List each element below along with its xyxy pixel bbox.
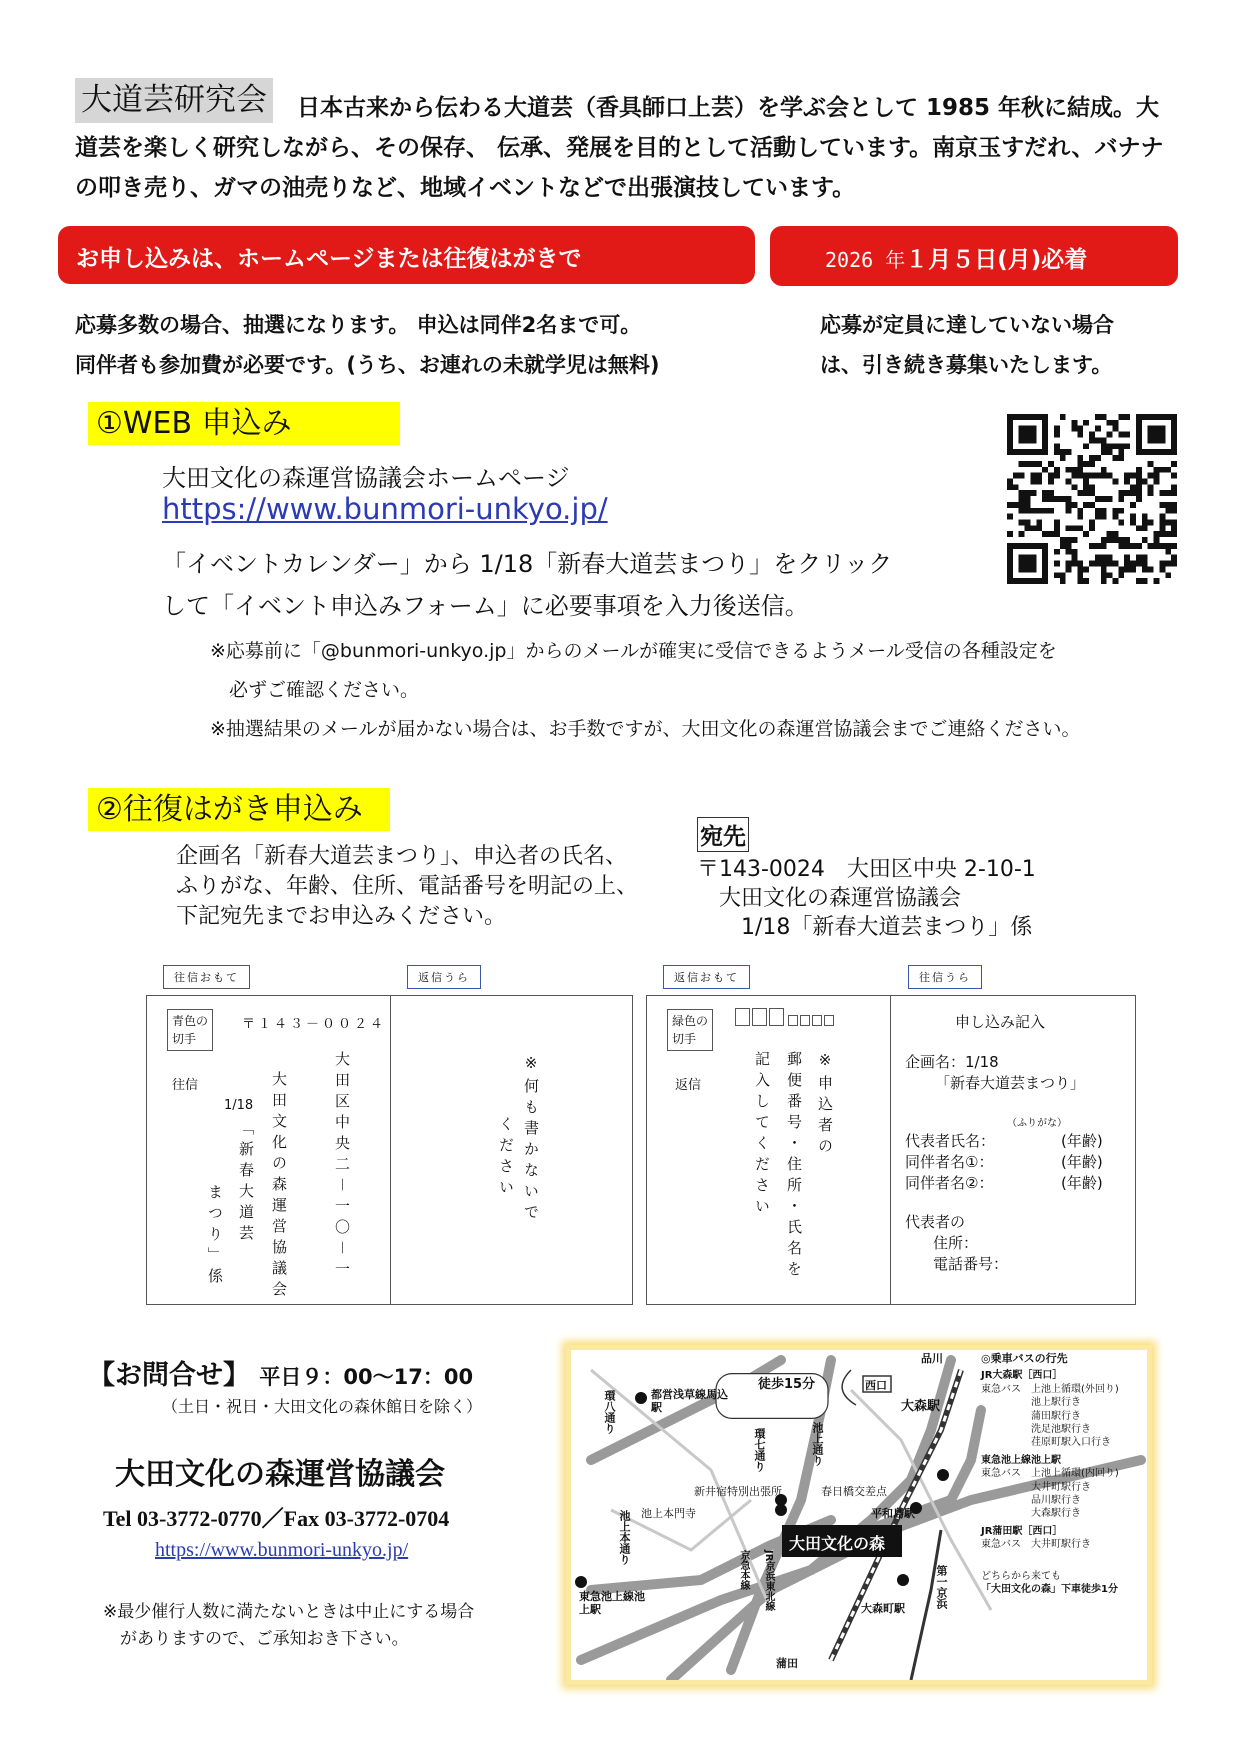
tab-reply-back: 返信うら <box>407 965 481 989</box>
stamp-text: 緑色の <box>672 1014 709 1028</box>
note-line: は、引き続き募集いたします。 <box>820 353 1113 377</box>
warning-line: ※最少催行人数に満たないときは中止にする場合 <box>103 1602 475 1622</box>
address-line: 大田文化の森運営協議会 <box>697 886 962 911</box>
event-column: 「新春大道芸 <box>237 1120 255 1246</box>
postal-code: 〒１４３－００２４ <box>242 1017 387 1032</box>
form-event-line: 企画名：1/18 <box>905 1053 999 1071</box>
form-address-label: 住所： <box>933 1234 979 1252</box>
form-row: 同伴者名②： <box>905 1174 994 1192</box>
outgoing-label: 往信 <box>172 1078 199 1093</box>
inquiry-exclusion: （土日・祝日・大田文化の森休館日を除く） <box>162 1397 483 1416</box>
form-title: 申し込み記入 <box>955 1013 1046 1031</box>
stamp-text: 切手 <box>172 1032 197 1046</box>
map-honmonji: 池上本門寺 <box>641 1507 696 1520</box>
map-kamata: 蒲田 <box>776 1657 798 1670</box>
bus-legend-list <box>981 1369 1151 1551</box>
map-rail-label: JR京浜東北線 <box>763 1550 774 1612</box>
map-kasuga-crossing: 春日橋交差点 <box>821 1485 887 1498</box>
address-line: 1/18「新春大道芸まつり」係 <box>697 915 1033 940</box>
instruction-column: ※何も書かないで <box>522 1054 540 1225</box>
map-ikegami-station: 東急池上線池上駅 <box>579 1590 645 1616</box>
bus-legend-item: 東急バス 上池上循環(外回り) <box>981 1383 1119 1395</box>
web-note: 必ずご確認ください。 <box>210 679 420 701</box>
form-age: (年齢) <box>1061 1132 1103 1150</box>
postal-code-boxes <box>735 1008 834 1030</box>
map-rail-label: 京急本線 <box>738 1550 749 1590</box>
cancellation-warning <box>103 1599 474 1653</box>
deadline-year: 2026 年 <box>825 248 906 272</box>
bus-footer: どちらから来ても <box>981 1570 1061 1582</box>
address-label: 宛先 <box>697 817 749 852</box>
qr-code-icon[interactable] <box>1007 414 1177 584</box>
deadline-bar <box>770 226 1178 286</box>
postcard-heading: ②往復はがき申込み <box>88 788 390 831</box>
stamp-text: 青色の <box>172 1014 209 1028</box>
map-magome-station: 都営浅草線馬込駅 <box>651 1388 728 1414</box>
stamp-box-green <box>667 1009 713 1051</box>
map-road-label: 環八通り <box>603 1390 616 1434</box>
bus-legend-item: JR大森駅［西口］ <box>981 1370 1063 1382</box>
instruction-line: 企画名「新春大道芸まつり」、申込者の氏名、 <box>176 844 628 869</box>
postcard-outgoing-front <box>146 995 391 1305</box>
mailing-address <box>697 855 1036 942</box>
tab-outgoing-back: 往信うら <box>908 965 982 989</box>
form-event-line: 「新春大道芸まつり」 <box>935 1074 1086 1092</box>
map-road-label: 池上通り <box>811 1422 824 1466</box>
postcard-reply-back <box>390 995 633 1305</box>
form-rep-label: 代表者の <box>905 1213 966 1231</box>
warning-line: がありますので、ご承知おき下さい。 <box>103 1629 409 1649</box>
form-age: (年齢) <box>1061 1174 1103 1192</box>
inquiry-heading <box>88 1353 473 1392</box>
bus-legend-item: 大井町駅行き <box>981 1481 1091 1493</box>
instruction-line: ふりがな、年齢、住所、電話番号を明記の上、 <box>176 874 639 899</box>
instruction-column: ※申込者の <box>816 1051 834 1159</box>
form-age: (年齢) <box>1061 1153 1103 1171</box>
map-heiwajima-station: 平和島駅 <box>871 1507 915 1520</box>
bus-legend-item: 東急バス 大井町駅行き <box>981 1539 1091 1551</box>
form-row: 同伴者名①： <box>905 1153 994 1171</box>
furigana-label: （ふりがな） <box>1007 1118 1067 1129</box>
tel-fax: Tel 03-3772-0770／Fax 03-3772-0704 <box>103 1506 450 1531</box>
map-branch-office: 新井宿特別出張所 <box>694 1485 782 1498</box>
inquiry-url-link[interactable]: https://www.bunmori-unkyo.jp/ <box>155 1539 409 1561</box>
postcard-reply-front <box>646 995 891 1305</box>
instruction-line: 下記宛先までお申込みください。 <box>176 904 507 929</box>
deadline-date: １月５日(月)必着 <box>905 247 1088 273</box>
event-column: まつり」係 <box>206 1184 224 1289</box>
bus-legend-item: 東急池上線池上駅 <box>981 1454 1061 1466</box>
map-omori-station: 大森駅 <box>901 1399 941 1414</box>
map-west-exit: 西口 <box>865 1379 887 1392</box>
map-road-label: 環七通り <box>753 1428 766 1472</box>
instruction-column: 郵便番号・住所・氏名を <box>785 1051 803 1282</box>
web-site-label: 大田文化の森運営協議会ホームページ <box>162 464 570 492</box>
map-venue-label: 大田文化の森 <box>789 1534 886 1553</box>
stamp-box-blue <box>167 1009 213 1051</box>
note-line: 応募が定員に達していない場合 <box>820 313 1114 337</box>
address-column: 大田区中央二－一〇－一 <box>333 1051 351 1283</box>
note-line: 同伴者も参加費が必要です。(うち、お連れの未就学児は無料) <box>75 353 660 377</box>
web-step: 「イベントカレンダー」から 1/18「新春大道芸まつり」をクリック <box>162 550 893 578</box>
reply-label: 返信 <box>675 1078 702 1093</box>
map-walk-label: 徒歩15分 <box>758 1377 816 1392</box>
tab-reply-front: 返信おもて <box>663 965 750 989</box>
bus-legend-item: 荏原町駅入口行き <box>981 1437 1111 1449</box>
map-road-label: 池上本通り <box>618 1510 631 1565</box>
bus-legend-item: 東急バス 上池上循環(内回り) <box>981 1468 1119 1480</box>
stamp-text: 切手 <box>672 1032 697 1046</box>
apply-method-bar: お申し込みは、ホームページまたは往復はがきで <box>58 226 755 284</box>
note-line: 応募多数の場合、抽選になります。 申込は同伴2名まで可。 <box>75 313 642 337</box>
instruction-column: ください <box>497 1116 515 1200</box>
organization-column: 大田文化の森運営協議会 <box>270 1071 288 1302</box>
inquiry-title: 【お問合せ】 <box>88 1360 250 1391</box>
event-number: 1/18 <box>224 1098 254 1113</box>
bus-legend-item: JR蒲田駅［西口］ <box>981 1525 1063 1537</box>
instruction-column: 記入してください <box>753 1051 771 1219</box>
bus-legend-item: 蒲田駅行き <box>981 1410 1081 1422</box>
intro-title: 大道芸研究会 <box>75 78 273 123</box>
web-heading: ①WEB 申込み <box>88 402 400 445</box>
bus-footer: 「大田文化の森」下車徒歩1分 <box>981 1584 1118 1596</box>
inquiry-hours: 平日９：00～17：00 <box>259 1365 474 1389</box>
postcard-instructions <box>176 842 638 932</box>
web-notes <box>210 632 1110 749</box>
postcard-outgoing-back <box>890 995 1136 1305</box>
notes-right <box>820 305 1114 385</box>
web-note: ※応募前に「@bunmori-unkyo.jp」からのメールが確実に受信できるようメール受信の各種設定を <box>210 640 1057 662</box>
bus-legend-item: 品川駅行き <box>981 1495 1081 1507</box>
access-map <box>566 1345 1152 1685</box>
tab-outgoing-front: 往信おもて <box>163 965 250 989</box>
bus-legend-item: 池上駅行き <box>981 1397 1081 1409</box>
web-note: ※抽選結果のメールが届かない場合は、お手数ですが、大田文化の森運営協議会までご連絡ください。 <box>210 718 1081 740</box>
map-road-label: 第一京浜 <box>935 1565 948 1609</box>
web-steps <box>162 543 962 627</box>
intro-text: 日本古来から伝わる大道芸（香具師口上芸）を学ぶ会として 1985 年秋に結成。大道芸を楽しく研究しながら、その保存、 伝承、発展を目的として活動しています。南京玉すだれ、バナナの叩き売り、ガマの油売りなど、地域イベントなどで出張演技しています。 <box>75 95 1164 201</box>
bus-legend-item: 洗足池駅行き <box>981 1424 1091 1436</box>
web-url-link[interactable]: https://www.bunmori-unkyo.jp/ <box>162 492 608 526</box>
bus-legend-item: 大森駅行き <box>981 1508 1081 1520</box>
web-step: して「イベント申込みフォーム」に必要事項を入力後送信。 <box>162 592 809 620</box>
organization-name: 大田文化の森運営協議会 <box>115 1457 445 1492</box>
map-shinagawa: 品川 <box>921 1352 943 1365</box>
bus-legend-title: ◎乗車バスの行先 <box>981 1352 1068 1365</box>
address-line: 〒143-0024 大田区中央 2-10-1 <box>697 857 1036 882</box>
map-omorimachi-station: 大森町駅 <box>861 1602 905 1615</box>
notes-left <box>75 305 660 385</box>
form-row: 代表者氏名： <box>905 1132 996 1150</box>
form-tel-label: 電話番号： <box>933 1255 1009 1273</box>
bus-legend <box>981 1352 1151 1597</box>
